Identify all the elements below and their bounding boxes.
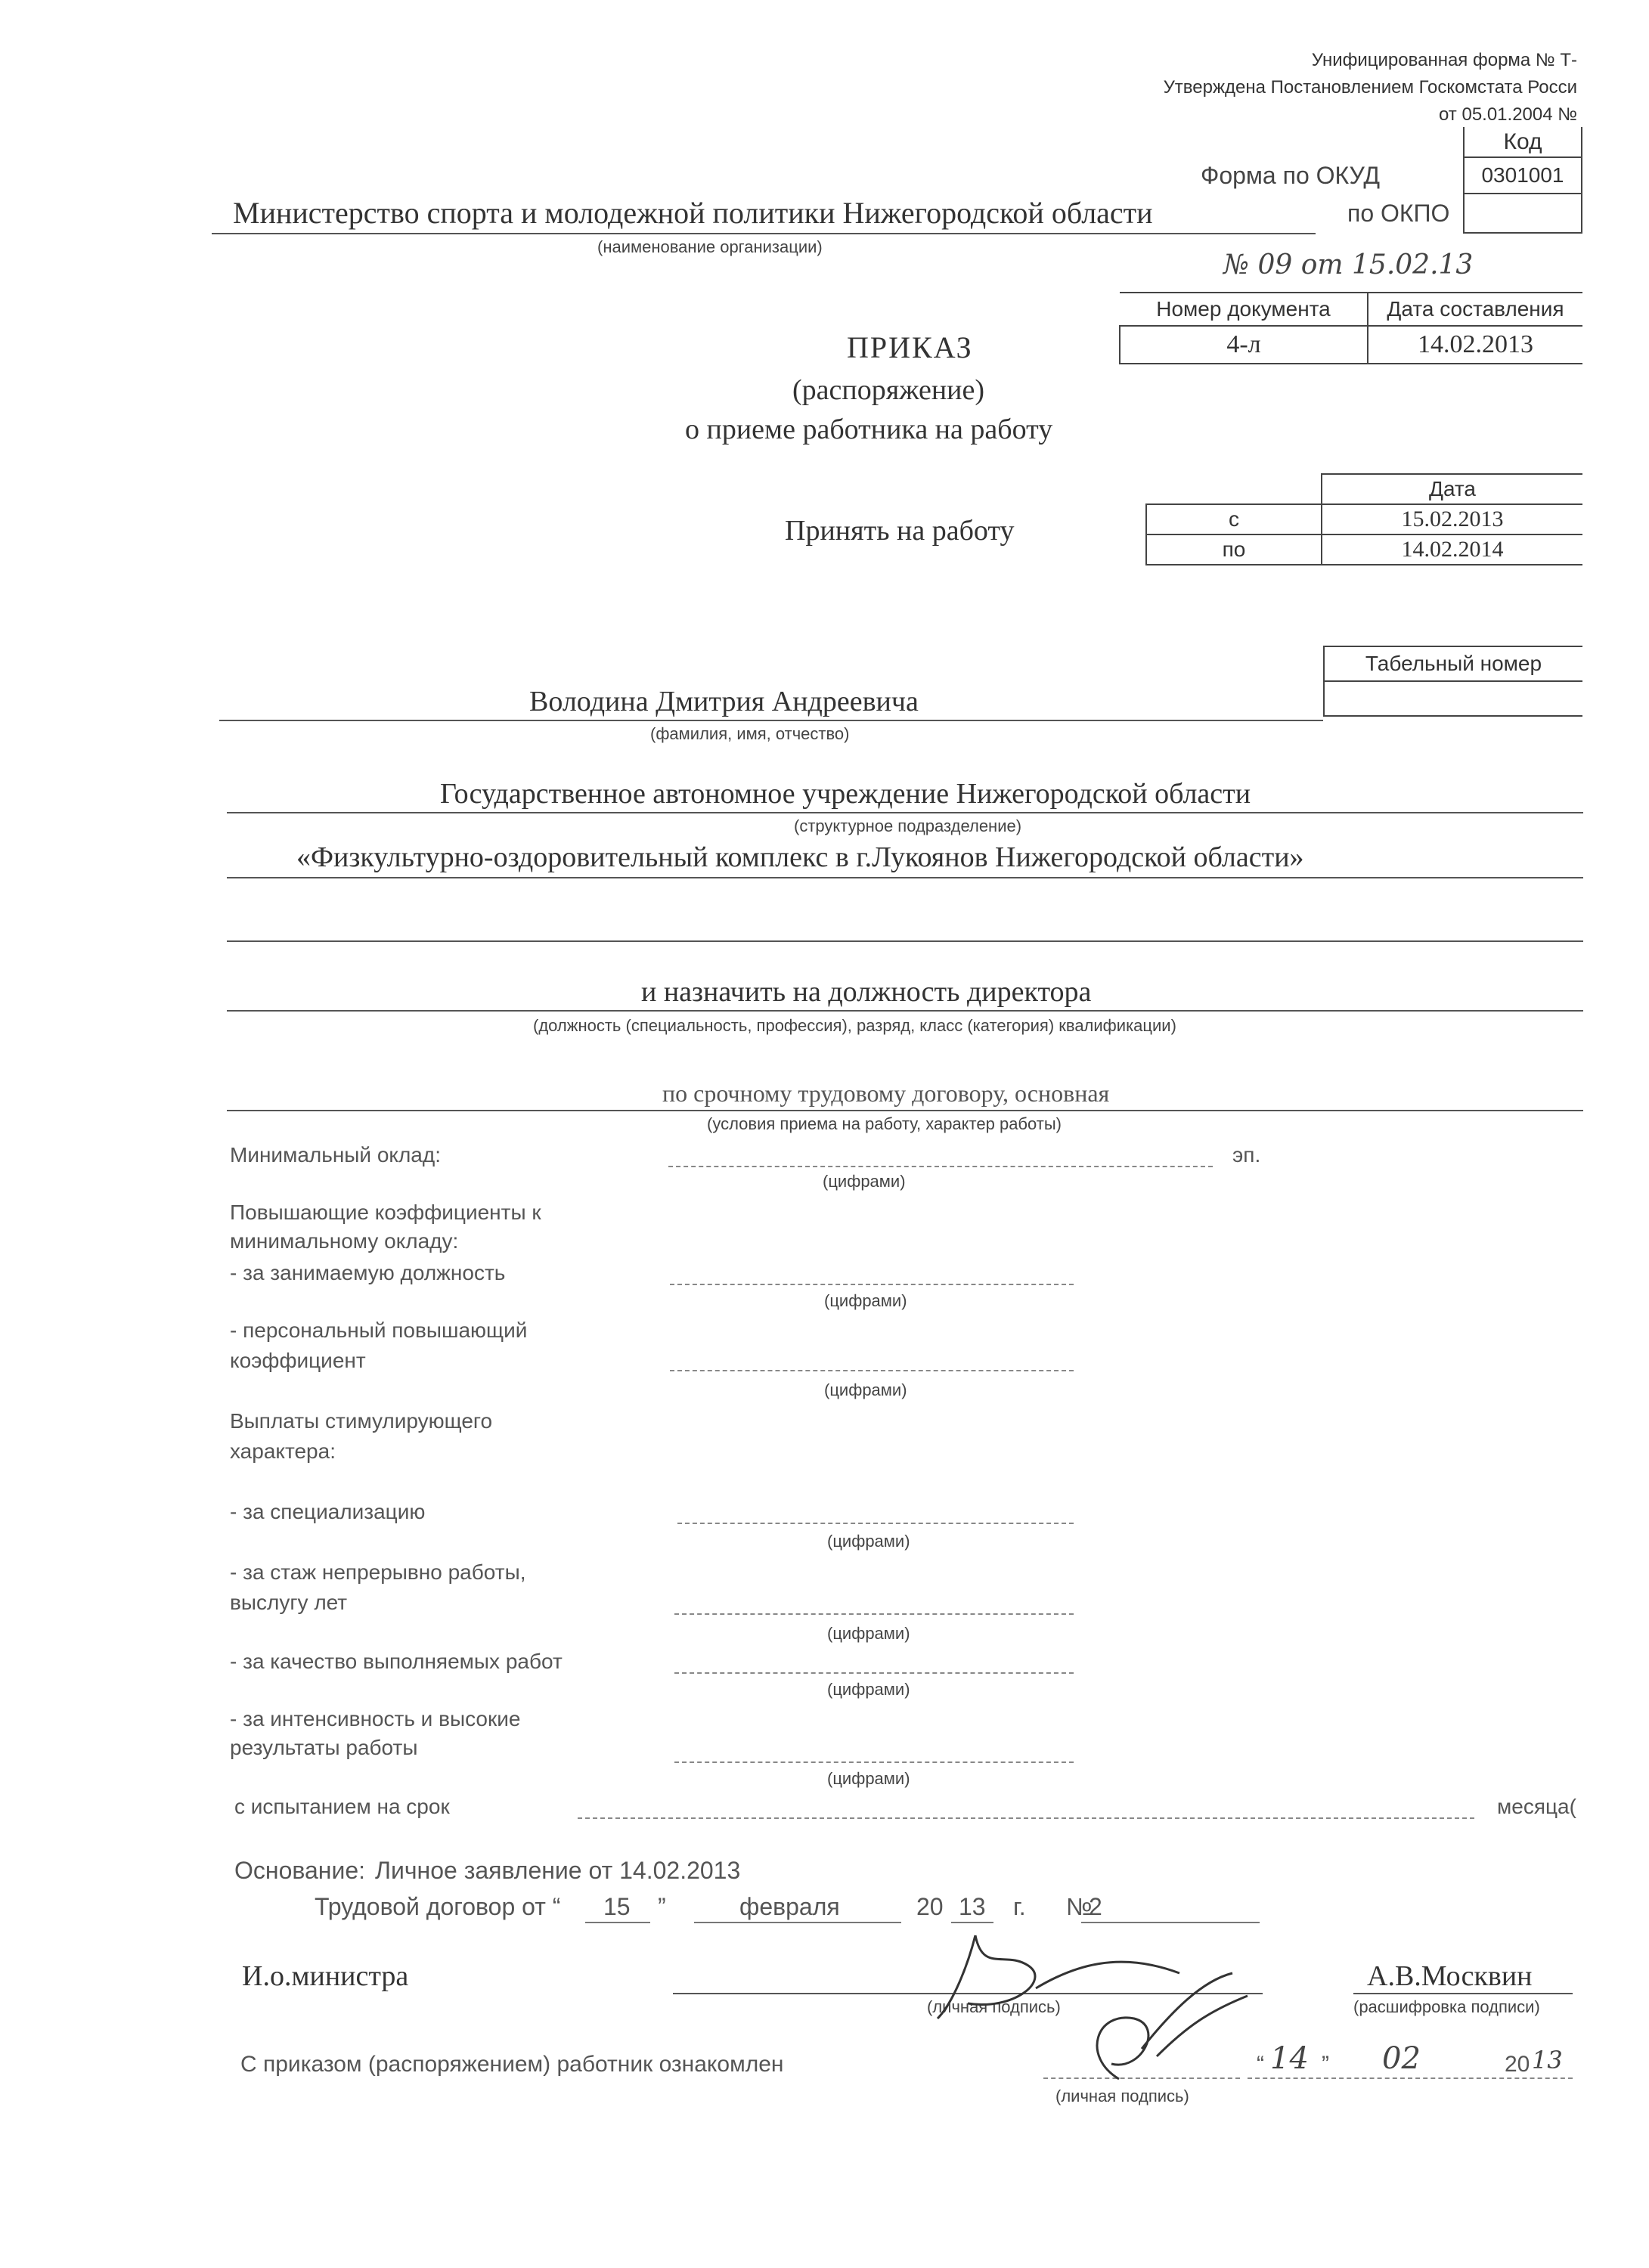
- organization-caption: (наименование организации): [597, 237, 823, 256]
- document-number: 4-л: [1120, 326, 1368, 364]
- contract-quote-close: ”: [658, 1893, 666, 1920]
- conditions-caption: (условия приема на работу, характер работы): [707, 1114, 1062, 1133]
- document-number-header: Номер документа: [1120, 293, 1368, 326]
- conditions-text: по срочному трудовому договору, основная: [662, 1080, 1110, 1107]
- form-reference-line2: Утверждена Постановлением Госкомстата Росси: [1163, 77, 1577, 98]
- personal-coeff-caption: (цифрами): [824, 1380, 907, 1399]
- contract-prefix: Трудовой договор от “: [315, 1893, 561, 1920]
- employee-signature: [1051, 1966, 1278, 2087]
- specialization-caption: (цифрами): [827, 1532, 910, 1551]
- min-salary-line: [668, 1166, 1213, 1167]
- document-subtitle: (распоряжение): [792, 374, 985, 406]
- basis-text: Личное заявление от 14.02.2013: [375, 1857, 741, 1884]
- acquainted-quote-open: “: [1257, 2052, 1264, 2077]
- contract-month: февраля: [739, 1893, 840, 1920]
- unit-line2-underline: [227, 877, 1583, 878]
- signatory-name-line: [1353, 1993, 1573, 1994]
- hire-dates-table: [1145, 473, 1582, 565]
- personal-coeff-line: [670, 1370, 1074, 1371]
- form-reference-line3: от 05.01.2004 №: [1438, 104, 1577, 125]
- employee-name-caption: (фамилия, имя, отчество): [650, 724, 850, 743]
- hire-to-label: по: [1146, 534, 1322, 565]
- unit-line2: «Физкультурно-оздоровительный комплекс в г.Лукоянов Нижегородской области»: [296, 841, 1304, 873]
- document-title: ПРИКАЗ: [847, 330, 973, 364]
- contract-day-line: [585, 1922, 650, 1923]
- intensity-label-2: результаты работы: [230, 1736, 418, 1759]
- contract-day: 15: [603, 1893, 631, 1920]
- unit-line1-underline: [227, 812, 1583, 813]
- coefficients-heading-1: Повышающие коэффициенты к: [230, 1201, 541, 1224]
- signatory-name-caption: (расшифровка подписи): [1353, 1997, 1540, 2016]
- acquainted-year-prefix: 20: [1505, 2052, 1530, 2077]
- hire-label: Принять на работу: [785, 515, 1015, 547]
- min-salary-label: Минимальный оклад:: [230, 1143, 441, 1167]
- hire-from-label: с: [1146, 504, 1322, 534]
- quality-line: [674, 1672, 1074, 1674]
- seniority-label-1: - за стаж непрерывно работы,: [230, 1560, 526, 1584]
- signatory-role: И.о.министра: [242, 1960, 409, 1992]
- position-underline: [227, 1010, 1583, 1012]
- hire-to-date: 14.02.2014: [1322, 534, 1582, 565]
- coefficients-heading-2: минимальному окладу:: [230, 1229, 459, 1253]
- min-salary-caption: (цифрами): [823, 1172, 906, 1191]
- tab-number-value: [1324, 681, 1582, 716]
- acquainted-month: 02: [1382, 2041, 1421, 2076]
- stimulating-label-2: характера:: [230, 1439, 336, 1463]
- acquainted-caption: (личная подпись): [1055, 2087, 1189, 2105]
- organization-name: Министерство спорта и молодежной политики Нижегородской области: [233, 196, 1153, 230]
- position-text: и назначить на должность директора: [641, 976, 1092, 1008]
- okpo-code: [1464, 194, 1582, 233]
- specialization-line: [677, 1523, 1074, 1524]
- tab-number-table: [1323, 646, 1582, 717]
- okpo-label: по ОКПО: [1347, 200, 1450, 227]
- okud-label: Форма по ОКУД: [1201, 162, 1381, 189]
- personal-coeff-label-2: коэффициент: [230, 1349, 366, 1372]
- probation-label: с испытанием на срок: [234, 1795, 450, 1818]
- acquainted-quote-close: ”: [1322, 2052, 1329, 2077]
- acquainted-day: 14: [1270, 2041, 1309, 2076]
- document-date-header: Дата составления: [1368, 293, 1582, 326]
- acquainted-date-line: [1248, 2077, 1573, 2079]
- probation-unit: месяца(: [1497, 1795, 1576, 1818]
- for-position-caption: (цифрами): [824, 1291, 907, 1310]
- contract-year-unit: г.: [1013, 1893, 1026, 1920]
- form-reference-line1: Унифицированная форма № Т-: [1311, 50, 1577, 70]
- for-position-label: - за занимаемую должность: [230, 1261, 506, 1284]
- hire-date-header: Дата: [1322, 474, 1582, 504]
- quality-label: - за качество выполняемых работ: [230, 1650, 563, 1673]
- intensity-label-1: - за интенсивность и высокие: [230, 1707, 521, 1730]
- probation-line: [578, 1817, 1474, 1819]
- acquainted-text: С приказом (распоряжением) работник ознакомлен: [240, 2052, 784, 2077]
- employee-name: Володина Дмитрия Андреевича: [529, 686, 919, 717]
- unit-caption: (структурное подразделение): [794, 816, 1022, 835]
- intensity-caption: (цифрами): [827, 1769, 910, 1788]
- unit-line1: Государственное автономное учреждение Нижегородской области: [440, 778, 1251, 810]
- conditions-underline: [227, 1110, 1583, 1111]
- document-number-table: [1119, 292, 1582, 364]
- hire-empty-cell: [1146, 474, 1322, 504]
- seniority-label-2: выслугу лет: [230, 1591, 348, 1614]
- contract-number: 2: [1089, 1893, 1102, 1920]
- document-purpose: о приеме работника на работу: [685, 414, 1053, 445]
- organization-underline: [212, 233, 1316, 234]
- hire-from-date: 15.02.2013: [1322, 504, 1582, 534]
- document-date: 14.02.2013: [1368, 326, 1582, 364]
- intensity-line: [674, 1761, 1074, 1763]
- handwritten-registration: № 09 от 15.02.13: [1223, 249, 1474, 280]
- code-table: [1463, 127, 1582, 234]
- contract-month-line: [694, 1922, 901, 1923]
- contract-year-suffix: 13: [959, 1893, 986, 1920]
- contract-number-label: №: [1066, 1893, 1093, 1920]
- signatory-name: А.В.Москвин: [1367, 1960, 1533, 1992]
- specialization-label: - за специализацию: [230, 1500, 426, 1523]
- quality-caption: (цифрами): [827, 1680, 910, 1699]
- acquainted-year: 13: [1532, 2046, 1563, 2074]
- for-position-line: [670, 1284, 1074, 1285]
- basis-label: Основание:: [234, 1857, 366, 1884]
- seniority-caption: (цифрами): [827, 1624, 910, 1643]
- stimulating-label-1: Выплаты стимулирующего: [230, 1409, 493, 1433]
- okud-code: 0301001: [1464, 157, 1582, 194]
- seniority-line: [674, 1613, 1074, 1615]
- min-salary-currency: эп.: [1232, 1143, 1261, 1167]
- signature-caption: (личная подпись): [927, 1997, 1061, 2016]
- unit-extra-underline: [227, 940, 1583, 942]
- personal-coeff-label-1: - персональный повышающий: [230, 1318, 528, 1342]
- code-header: Код: [1464, 127, 1582, 157]
- contract-year-prefix: 20: [916, 1893, 944, 1920]
- position-caption: (должность (специальность, профессия), разряд, класс (категория) квалификации): [533, 1016, 1176, 1035]
- tab-number-header: Табельный номер: [1324, 646, 1582, 681]
- employee-name-underline: [219, 720, 1323, 721]
